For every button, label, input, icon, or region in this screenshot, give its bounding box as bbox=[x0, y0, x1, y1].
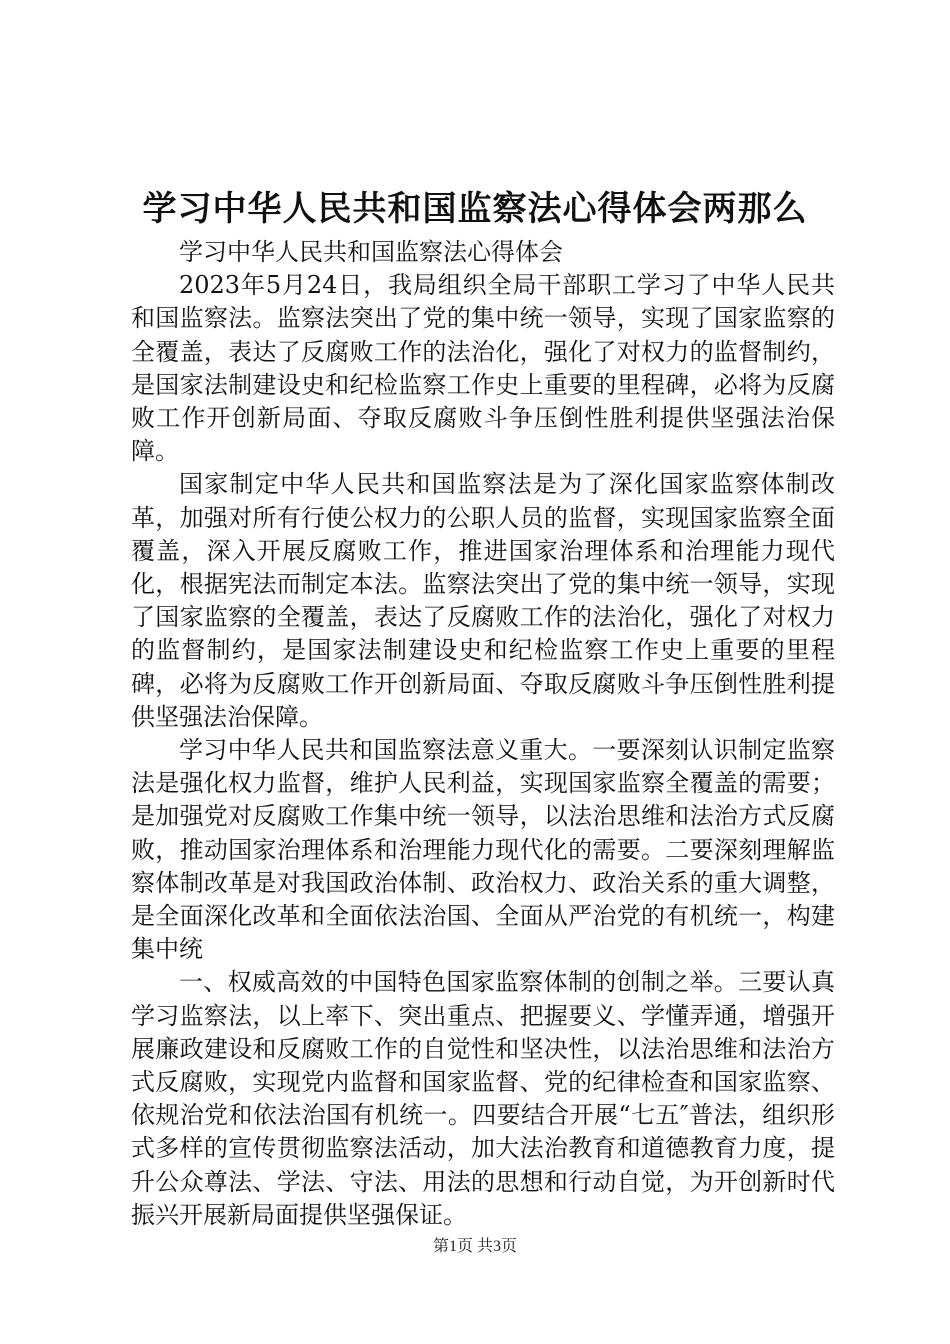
page-footer: 第1页 共3页 bbox=[432, 1238, 517, 1255]
document-subtitle: 学习中华人民共和国监察法心得体会 bbox=[179, 238, 563, 266]
document-body bbox=[131, 236, 835, 1232]
document-title: 学习中华人民共和国监察法心得体会两那么 bbox=[142, 189, 808, 229]
paragraph-3: 学习中华人民共和国监察法意义重大。一要深刻认识制定监察法是强化权力监督，维护人民利益，实现国家监察全覆盖的需要；是加强党对反腐败工作集中统一领导，以法治思维和法治方式反腐败，推动国家治理体系和治理能力现代化的需要。二要深刻理解监察体制改革是对我国政治体制、政治权力、政治关系的重大调整，是全面深化改革和全面依法治国、全面从严治党的有机统一，构建集中统 bbox=[131, 736, 835, 964]
paragraph-1: 2023年5月24日，我局组织全局干部职工学习了中华人民共和国监察法。监察法突出了党的集中统一领导，实现了国家监察的全覆盖，表达了反腐败工作的法治化，强化了对权力的监督制约，是国家法制建设史和纪检监察工作史上重要的里程碑，必将为反腐败工作开创新局面、夺取反腐败斗争压倒性胜利提供坚强法治保障。 bbox=[131, 271, 835, 466]
paragraph-4: 一、权威高效的中国特色国家监察体制的创制之举。三要认真学习监察法，以上率下、突出重点、把握要义、学懂弄通，增强开展廉政建设和反腐败工作的自觉性和坚决性，以法治思维和法治方式反腐败，实现党内监督和国家监督、党的纪律检查和国家监察、依规治党和依法治国有机统一。四要结合开展“七五″普法，组织形式多样的宣传贯彻监察法活动，加大法治教育和道德教育力度，提升公众尊法、学法、守法、用法的思想和行动自觉，为开创新时代振兴开展新局面提供坚强保证。 bbox=[131, 968, 835, 1229]
paragraph-2: 国家制定中华人民共和国监察法是为了深化国家监察体制改革，加强对所有行使公权力的公职人员的监督，实现国家监察全面覆盖，深入开展反腐败工作，推进国家治理体系和治理能力现代化，根据宪法而制定本法。监察法突出了党的集中统一领导，实现了国家监察的全覆盖，表达了反腐败工作的法治化，强化了对权力的监督制约，是国家法制建设史和纪检监察工作史上重要的里程碑，必将为反腐败工作开创新局面、夺取反腐败斗争压倒性胜利提供坚强法治保障。 bbox=[131, 470, 835, 731]
